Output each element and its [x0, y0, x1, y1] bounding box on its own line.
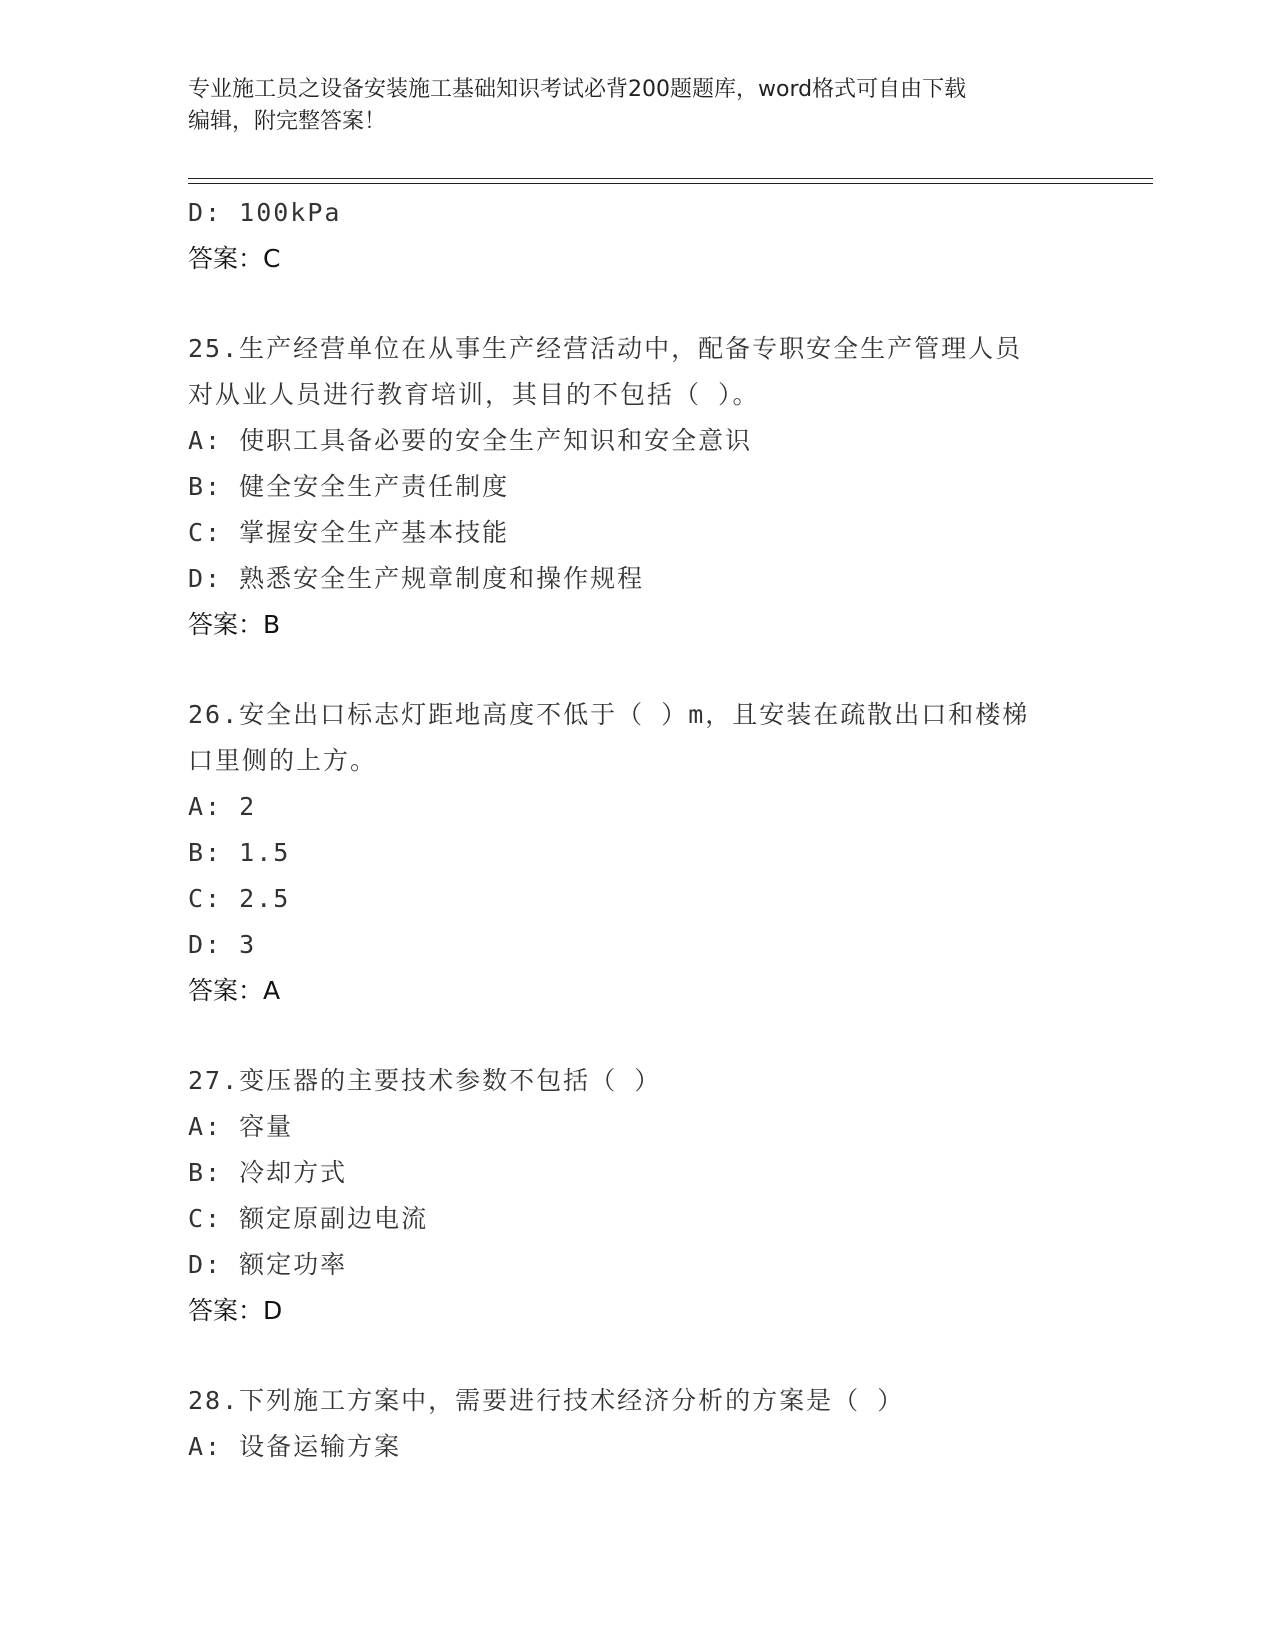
question-stem: 27.变压器的主要技术参数不包括（ ） [188, 1066, 662, 1095]
spacer [188, 648, 1088, 692]
option-b: B: 冷却方式 [188, 1158, 348, 1187]
option-d: D: 熟悉安全生产规章制度和操作规程 [188, 564, 645, 593]
option-c: C: 额定原副边电流 [188, 1204, 429, 1233]
option-d: D: 3 [188, 930, 257, 959]
question-28 [188, 1378, 1088, 1470]
answer: 答案：D [188, 1296, 283, 1325]
option-b: B: 健全安全生产责任制度 [188, 472, 510, 501]
question-27 [188, 1058, 1088, 1334]
answer: 答案：A [188, 976, 281, 1005]
option-b: B: 1.5 [188, 838, 291, 867]
header-divider-bottom [188, 183, 1153, 184]
option-d: D: 额定功率 [188, 1250, 348, 1279]
question-26 [188, 692, 1088, 1014]
option-c: C: 2.5 [188, 884, 291, 913]
answer: 答案：B [188, 610, 281, 639]
spacer [188, 282, 1088, 326]
document-header [188, 74, 1088, 138]
question-25 [188, 326, 1088, 648]
answer: 答案：C [188, 244, 281, 273]
header-line-2: 编辑，附完整答案！ [188, 109, 387, 134]
question-stem-continued: 对从业人员进行教育培训，其目的不包括（ ）。 [188, 380, 760, 409]
option-a: A: 2 [188, 792, 257, 821]
question-stem: 25.生产经营单位在从事生产经营活动中，配备专职安全生产管理人员 [188, 334, 1023, 363]
header-line-1: 专业施工员之设备安装施工基础知识考试必背200题题库，word格式可自由下载 [188, 77, 967, 102]
option-d: D: 100kPa [188, 198, 342, 227]
option-c: C: 掌握安全生产基本技能 [188, 518, 510, 547]
spacer [188, 1334, 1088, 1378]
header-divider-top [188, 178, 1153, 179]
option-a: A: 使职工具备必要的安全生产知识和安全意识 [188, 426, 753, 455]
question-stem: 26.安全出口标志灯距地高度不低于（ ）m，且安装在疏散出口和楼梯 [188, 700, 1030, 729]
spacer [188, 1014, 1088, 1058]
question-stem: 28.下列施工方案中，需要进行技术经济分析的方案是（ ） [188, 1386, 905, 1415]
question-list [188, 190, 1088, 1470]
question-24-tail [188, 190, 1088, 282]
question-stem-continued: 口里侧的上方。 [188, 746, 378, 775]
option-a: A: 容量 [188, 1112, 294, 1141]
option-a: A: 设备运输方案 [188, 1432, 402, 1461]
